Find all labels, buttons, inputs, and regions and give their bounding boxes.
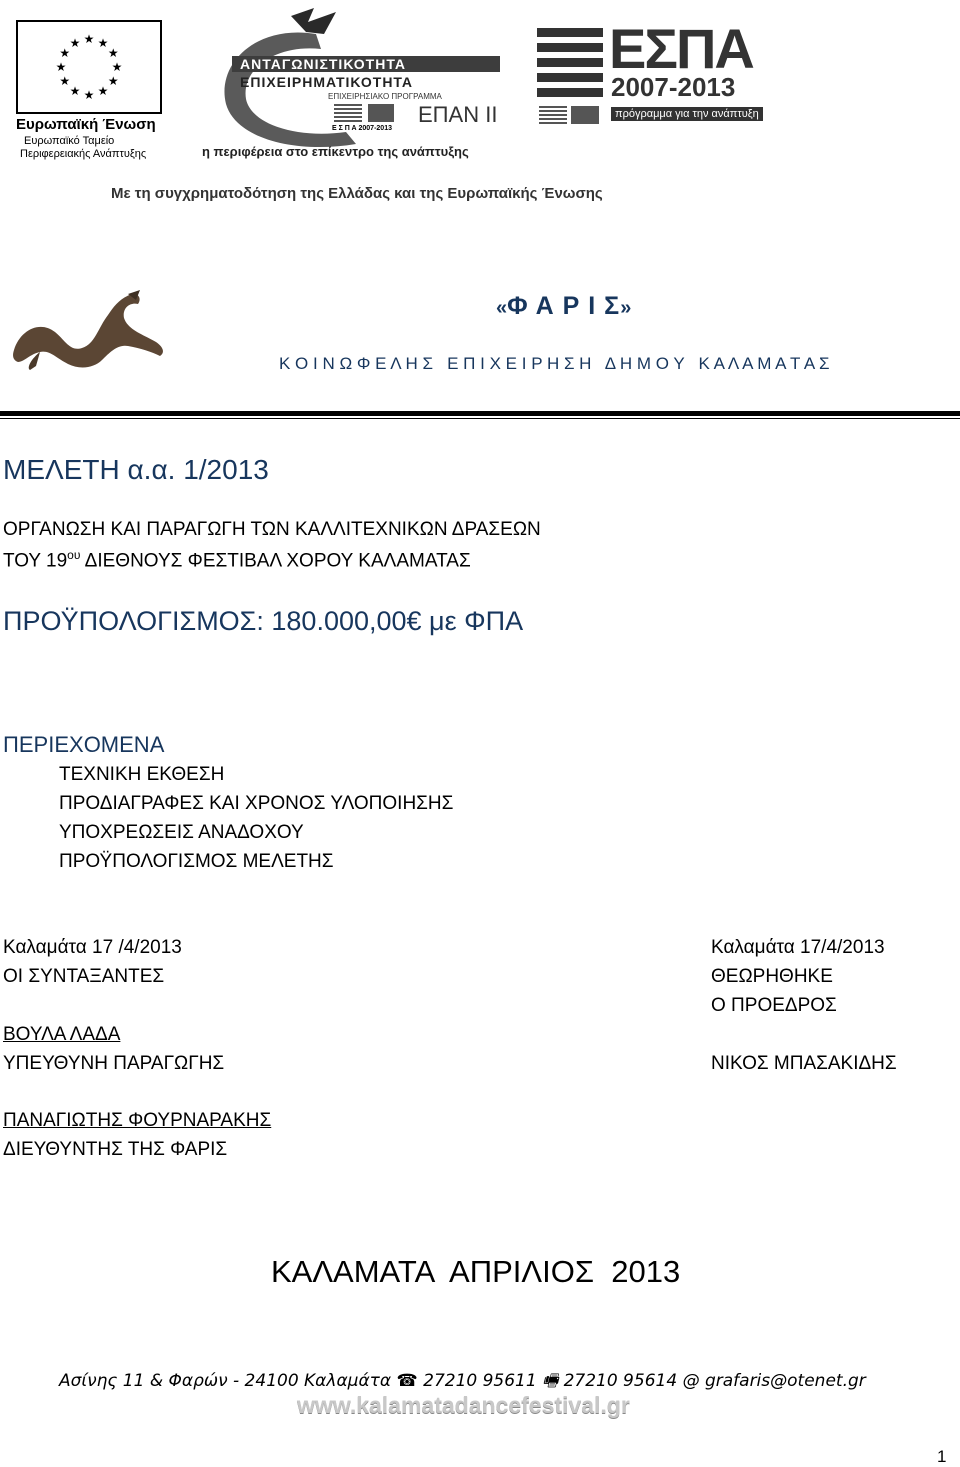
epan-logo — [196, 4, 526, 164]
espa-title: ΕΣΠΑ — [609, 17, 753, 80]
eu-logo — [14, 18, 164, 158]
left-name-1: ΒΟΥΛΑ ΛΑΔΑ — [3, 1024, 121, 1045]
study-desc-line-2-post: ΔΙΕΘΝΟΥΣ ΦΕΣΤΙΒΑΛ ΧΟΡΟΥ ΚΑΛΑΜΑΤΑΣ — [80, 550, 471, 572]
org-name-text: Φ Α Ρ Ι Σ — [507, 292, 621, 320]
epan-label: ΕΠΑΝ ΙΙ — [418, 102, 498, 127]
budget-label: ΠΡΟΫΠΟΛΟΓΙΣΜΟΣ: — [3, 606, 272, 636]
right-role-2: Ο ΠΡΟΕΔΡΟΣ — [711, 995, 837, 1016]
study-desc-line-2-sup: ου — [67, 548, 81, 562]
left-date: Καλαμάτα 17 /4/2013 — [3, 937, 182, 958]
eu-star-icon: ★ — [107, 74, 119, 88]
budget-value: 180.000,00€ με ΦΠΑ — [271, 606, 524, 636]
eu-star-icon: ★ — [107, 46, 119, 60]
contents-item: ΠΡΟΔΙΑΓΡΑΦΕΣ ΚΑΙ ΧΡΟΝΟΣ ΥΛΟΠΟΙΗΣΗΣ — [59, 793, 454, 814]
study-desc-line-2-pre: ΤΟΥ 19 — [3, 550, 68, 572]
header-rule-thin — [0, 418, 960, 419]
right-date: Καλαμάτα 17/4/2013 — [711, 937, 885, 958]
eu-star-icon: ★ — [97, 84, 109, 99]
horse-figurine-icon — [10, 290, 170, 372]
footer-phone: 27210 95611 — [423, 1371, 537, 1391]
greek-flag-espa — [539, 106, 567, 124]
footer-address: Ασίνης 11 & Φαρών - 24100 Καλαμάτα — [59, 1371, 392, 1391]
study-desc-line-1: ΟΡΓΑΝΩΣΗ ΚΑΙ ΠΑΡΑΓΩΓΗ ΤΩΝ ΚΑΛΛΙΤΕΧΝΙΚΩΝ ΔΡΑΣΕΩΝ — [3, 519, 541, 540]
eu-flag — [16, 20, 162, 114]
phone-icon: ☎ — [396, 1371, 418, 1391]
greek-flag-small — [334, 104, 362, 122]
eu-star-icon: ★ — [55, 60, 67, 74]
header-rule — [0, 411, 960, 416]
eu-stars-icon — [18, 22, 160, 112]
right-name: ΝΙΚΟΣ ΜΠΑΣΑΚΙΔΗΣ — [711, 1053, 897, 1074]
eu-star-icon: ★ — [97, 35, 109, 50]
right-role-1: ΘΕΩΡΗΘΗΚΕ — [711, 966, 833, 987]
epan-line-3: ΕΠΙΧΕΙΡΗΣΙΑΚΟ ΠΡΟΓΡΑΜΜΑ — [328, 92, 442, 101]
eu-star-icon: ★ — [59, 46, 71, 60]
espa-stripes-icon — [537, 28, 607, 100]
eu-logo-subtitle-2: Περιφερειακής Ανάπτυξης — [20, 148, 147, 160]
footer-website[interactable]: www.kalamatadancefestival.gr — [297, 1392, 630, 1418]
contents-item: ΠΡΟΫΠΟΛΟΓΙΣΜΟΣ ΜΕΛΕΤΗΣ — [59, 851, 334, 872]
footer-email[interactable]: grafaris@otenet.gr — [704, 1371, 866, 1391]
eu-star-icon: ★ — [69, 35, 81, 50]
eu-logo-subtitle-1: Ευρωπαϊκό Ταμείο — [24, 135, 115, 147]
eu-star-icon: ★ — [69, 84, 81, 99]
org-subtitle: Κ Ο Ι Ν Ω Φ Ε Λ Η Σ Ε Π Ι Χ Ε Ι Ρ Η Σ Η Δ Η Μ Ο Υ Κ Α Λ Α Μ Α Τ Α Σ — [279, 354, 830, 373]
left-title-2: ΔΙΕΥΘΥΝΤΗΣ ΤΗΣ ΦΑΡΙΣ — [3, 1139, 228, 1160]
epan-tagline: η περιφέρεια στο επίκεντρο της ανάπτυξης — [202, 144, 469, 159]
place-date: ΚΑΛΑΜΑΤΑ ΑΠΡΙΛΙΟΣ 2013 — [271, 1254, 681, 1289]
espa-years: 2007-2013 — [611, 72, 736, 102]
eu-star-icon: ★ — [111, 60, 123, 74]
study-desc-line-2 — [3, 548, 471, 572]
eu-flag-small — [368, 104, 394, 122]
org-name — [496, 292, 631, 321]
faris-logo — [10, 290, 170, 372]
espa-tagline: πρόγραμμα για την ανάπτυξη — [611, 107, 763, 121]
epan-espa-small: Ε Σ Π Α 2007-2013 — [332, 125, 392, 132]
espa-logo — [537, 17, 759, 129]
fax-icon: 🖷 — [542, 1371, 559, 1391]
eu-star-icon: ★ — [59, 74, 71, 88]
org-name-close-quote: » — [620, 297, 632, 319]
eu-star-icon: ★ — [83, 32, 95, 46]
left-title-1: ΥΠΕΥΘΥΝΗ ΠΑΡΑΓΩΓΗΣ — [3, 1053, 225, 1074]
epan-line-2: ΕΠΙΧΕΙΡΗΜΑΤΙΚΟΤΗΤΑ — [240, 74, 414, 90]
contents-heading: ΠΕΡΙΕΧΟΜΕΝΑ — [3, 732, 165, 757]
eu-logo-title: Ευρωπαϊκή Ένωση — [16, 116, 156, 133]
page-number: 1 — [937, 1447, 947, 1466]
contents-item: ΤΕΧΝΙΚΗ ΕΚΘΕΣΗ — [59, 764, 225, 785]
cofunding-text: Με τη συγχρηματοδότηση της Ελλάδας και της Ευρωπαϊκής Ένωσης — [111, 185, 603, 202]
eu-flag-espa — [571, 106, 599, 124]
email-icon: @ — [682, 1371, 700, 1391]
org-name-open-quote: « — [496, 297, 508, 319]
epan-line-1: ΑΝΤΑΓΩΝΙΣΤΙΚΟΤΗΤΑ — [240, 56, 406, 72]
eu-star-icon: ★ — [83, 88, 95, 102]
study-title: ΜΕΛΕΤΗ α.α. 1/2013 — [3, 454, 269, 485]
contents-item: ΥΠΟΧΡΕΩΣΕΙΣ ΑΝΑΔΟΧΟΥ — [59, 822, 304, 843]
left-role: ΟΙ ΣΥΝΤΑΞΑΝΤΕΣ — [3, 966, 165, 987]
budget — [3, 606, 523, 637]
footer-fax: 27210 95614 — [563, 1371, 678, 1391]
left-name-2: ΠΑΝΑΓΙΩΤΗΣ ΦΟΥΡΝΑΡΑΚΗΣ — [3, 1110, 272, 1131]
